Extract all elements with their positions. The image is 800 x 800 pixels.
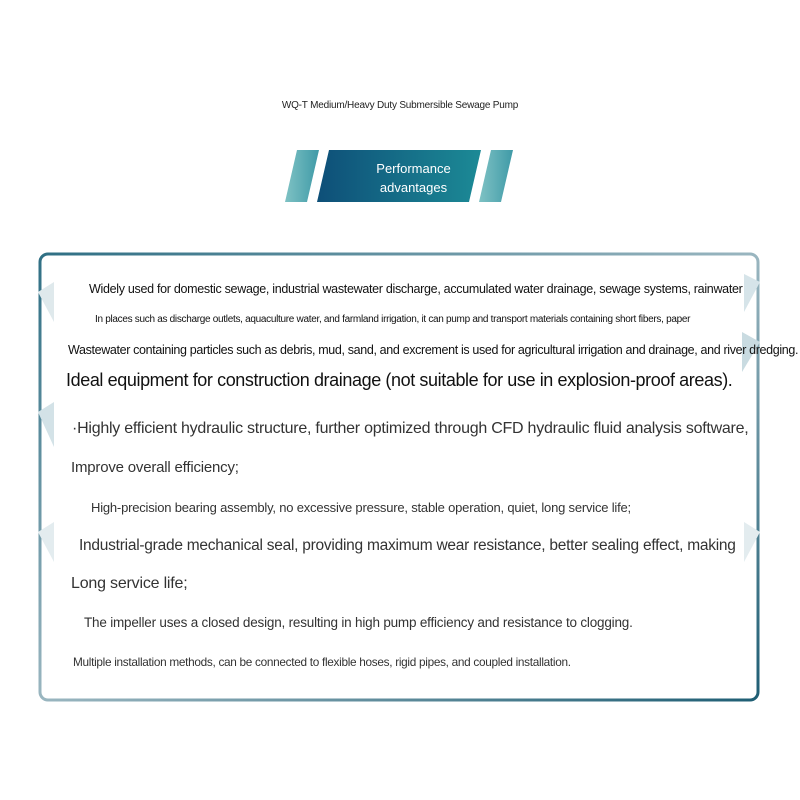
product-title: WQ-T Medium/Heavy Duty Submersible Sewage Pump <box>281 100 519 111</box>
advantage-line-9: Long service life; <box>71 575 188 592</box>
advantage-line-4: Ideal equipment for construction drainage (not suitable for use in explosion-proof areas). <box>66 370 733 390</box>
advantage-line-11: Multiple installation methods, can be connected to flexible hoses, rigid pipes, and coupled installation. <box>73 655 571 669</box>
banner-right-stripe <box>479 150 513 202</box>
banner-label-line2: advantages <box>379 180 448 195</box>
banner-label-line1: Performance <box>376 161 451 176</box>
banner-left-stripe <box>285 150 319 202</box>
advantage-line-7: High-precision bearing assembly, no excessive pressure, stable operation, quiet, long service life; <box>91 500 631 515</box>
performance-banner <box>285 150 515 202</box>
banner-label <box>355 159 472 197</box>
advantage-line-10: The impeller uses a closed design, resulting in high pump efficiency and resistance to clogging. <box>84 615 633 630</box>
advantage-line-1: Widely used for domestic sewage, industrial wastewater discharge, accumulated water drainage, sewage systems, rainwater <box>89 282 743 296</box>
advantage-line-6: Improve overall efficiency; <box>71 459 239 476</box>
advantage-line-5: ·Highly efficient hydraulic structure, further optimized through CFD hydraulic fluid analysis software, <box>72 420 749 437</box>
advantage-line-2: In places such as discharge outlets, aquaculture water, and farmland irrigation, it can pump and transport materials containing short fibers, paper <box>95 314 691 325</box>
advantage-line-3: Wastewater containing particles such as debris, mud, sand, and excrement is used for agricultural irrigation and drainage, and river dredging. <box>68 343 799 357</box>
advantage-line-8: Industrial-grade mechanical seal, providing maximum wear resistance, better sealing effect, making <box>79 537 736 554</box>
